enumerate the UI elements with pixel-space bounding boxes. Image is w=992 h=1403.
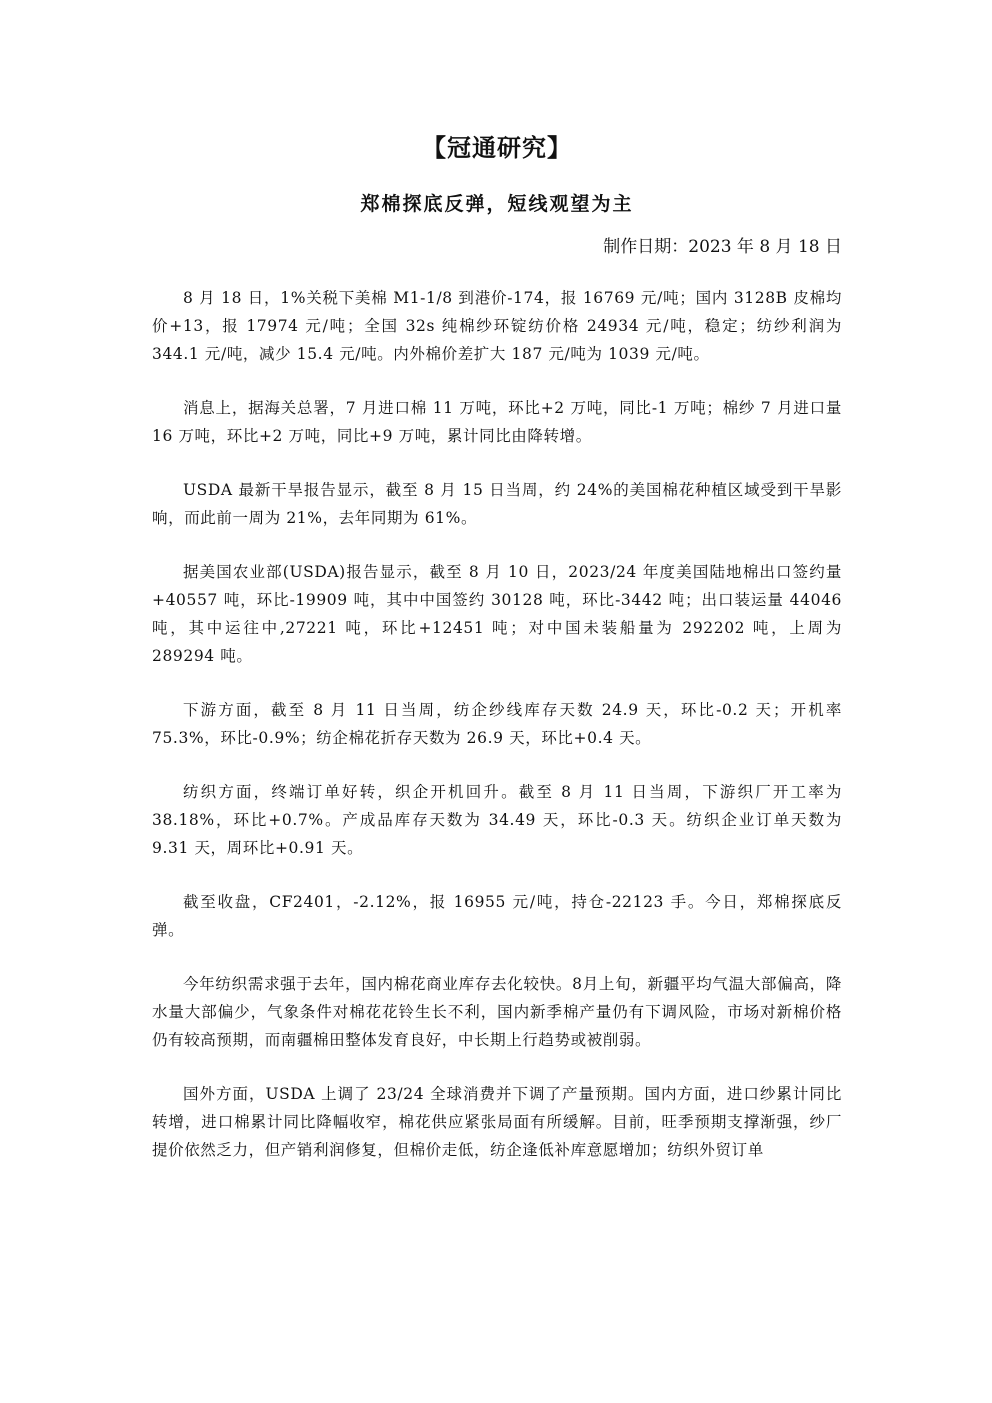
- paragraph-price-summary: 8 月 18 日，1%关税下美棉 M1-1/8 到港价-174，报 16769 元/吨；国内 3128B 皮棉均价+13，报 17974 元/吨；全国 32s 纯棉纱环锭纺价格 24934 元/吨，稳定；纺纱利润为 344.1 元/吨，减少 15.4 元/吨。内外棉价差扩大 187 元/吨为 1039 元/吨。: [152, 289, 842, 363]
- article-body: [152, 284, 842, 1190]
- paragraph-usda-drought: USDA 最新干旱报告显示，截至 8 月 15 日当周，约 24%的美国棉花种植区域受到干旱影响，而此前一周为 21%，去年同期为 61%。: [152, 481, 842, 527]
- paragraph-usda-exports: 据美国农业部(USDA)报告显示，截至 8 月 10 日，2023/24 年度美国陆地棉出口签约量+40557 吨，环比-19909 吨，其中中国签约 30128 吨，环比-3442 吨；出口装运量 44046 吨，其中运往中,27221 吨，环比+12451 吨；对中国未装船量为 292202 吨，上周为 289294 吨。: [152, 563, 842, 665]
- article-title: 郑棉探底反弹，短线观望为主: [360, 193, 634, 215]
- paragraph-customs-imports: 消息上，据海关总署，7 月进口棉 11 万吨，环比+2 万吨，同比-1 万吨；棉纱 7 月进口量 16 万吨，环比+2 万吨，同比+9 万吨，累计同比由降转增。: [152, 399, 842, 445]
- paragraph-domestic-outlook: 今年纺织需求强于去年，国内棉花商业库存去化较快。8月上旬，新疆平均气温大部偏高，降水量大部偏少，气象条件对棉花花铃生长不利，国内新季棉产量仍有下调风险，市场对新棉价格仍有较高预期，而南疆棉田整体发育良好，中长期上行趋势或被削弱。: [152, 975, 842, 1049]
- header-title: 【冠通研究】: [422, 134, 572, 162]
- paragraph-weaving: 纺织方面，终端订单好转，织企开机回升。截至 8 月 11 日当周，下游织厂开工率为 38.18%，环比+0.7%。产成品库存天数为 34.49 天，环比-0.3 天。纺织企业订单天数为 9.31 天，周环比+0.91 天。: [152, 783, 842, 857]
- paragraph-downstream: 下游方面，截至 8 月 11 日当周，纺企纱线库存天数 24.9 天，环比-0.2 天；开机率 75.3%，环比-0.9%；纺企棉花折存天数为 26.9 天，环比+0.4 天。: [152, 701, 842, 747]
- paragraph-global-outlook: 国外方面，USDA 上调了 23/24 全球消费并下调了产量预期。国内方面，进口纱累计同比转增，进口棉累计同比降幅收窄，棉花供应紧张局面有所缓解。目前，旺季预期支撑渐强，纱厂提价依然乏力，但产销利润修复，但棉价走低，纺企逢低补库意愿增加；纺织外贸订单: [152, 1085, 842, 1159]
- date-line: 制作日期：2023 年 8 月 18 日: [603, 237, 842, 257]
- paragraph-market-close: 截至收盘，CF2401，-2.12%，报 16955 元/吨，持仓-22123 手。今日，郑棉探底反弹。: [152, 893, 842, 939]
